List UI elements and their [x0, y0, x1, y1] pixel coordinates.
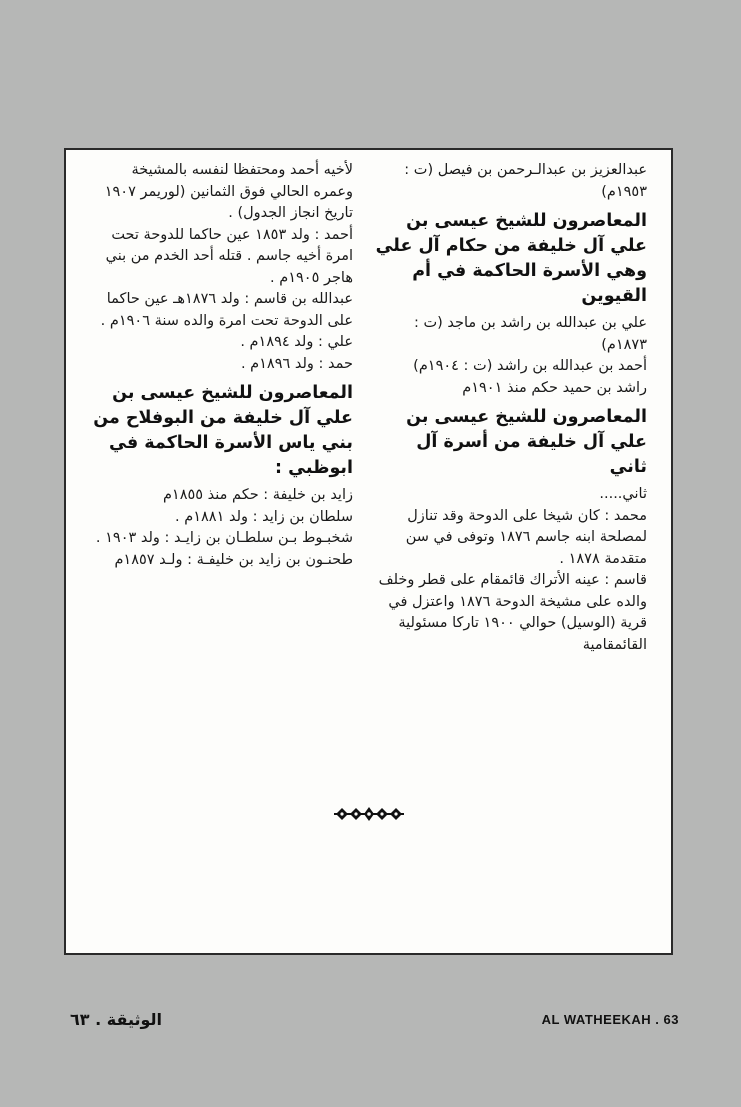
paragraph: أحمد بن عبدالله بن راشد (ت : ١٩٠٤م)	[413, 358, 647, 374]
section-heading: المعاصرون للشيخ عيسى بن علي آل خليفة من حكام آل علي وهي الأسرة الحاكمة في أم القيوين	[375, 211, 647, 306]
paragraph: لأخيه أحمد ومحتفظا لنفسه بالمشيخة وعمره الحالي فوق الثمانين (لوريمر ١٩٠٧ تاريخ انجاز الجدول) .	[104, 162, 353, 221]
paragraph: راشد بن حميد حكم منذ ١٩٠١م	[462, 379, 647, 396]
paragraph: ثاني.....	[599, 486, 647, 502]
paragraph: علي بن عبدالله بن راشد بن ماجد (ت : ١٨٧٣م)	[413, 315, 647, 353]
right-column	[375, 160, 647, 656]
paragraph: زايد بن خليفة : حكم منذ ١٨٥٥م	[162, 487, 353, 503]
paragraph: طحنـون بن زايد بن خليفـة : ولـد ١٨٥٧م	[114, 551, 353, 568]
page-frame	[64, 148, 673, 955]
section-heading: المعاصرون للشيخ عيسى بن علي آل خليفة من البوفلاح من بني ياس الأسرة الحاكمة في ابوظبي :	[93, 383, 353, 478]
left-column	[93, 160, 353, 571]
paragraph: حمد : ولد ١٨٩٦م .	[240, 355, 353, 372]
paragraph: شخبـوط بـن سلطـان بن زايـد : ولد ١٩٠٣ .	[95, 530, 353, 546]
paragraph: محمد : كان شيخا على الدوحة وقد تنازل لمصلحة ابنه جاسم ١٨٧٦ وتوفى في سن متقدمة ١٨٧٨ .	[405, 507, 647, 567]
paragraph: أحمد : ولد ١٨٥٣ عين حاكما للدوحة تحت امرة أخيه جاسم . قتله أحد الخدم من بني هاجر ١٩٠٥م .	[105, 226, 353, 286]
paragraph: سلطان بن زايد : ولد ١٨٨١م .	[175, 508, 353, 525]
paragraph: قاسم : عينه الأتراك قائمقام على قطر وخلف والده على مشيخة الدوحة ١٨٧٦ واعتزل في قرية (الوسيل) حوالي ١٩٠٠ تاركا مسئولية القائمقامية	[378, 572, 647, 653]
paragraph: عبدالعزيز بن عبدالـرحمن بن فيصل (ت : ١٩٥٣م)	[404, 162, 647, 200]
paragraph: علي : ولد ١٨٩٤م .	[240, 334, 353, 350]
section-heading: المعاصرون للشيخ عيسى بن علي آل خليفة من أسرة آل ثاني	[406, 407, 647, 477]
footer-arabic-page-label: الوثيقة . ٦٣	[70, 1010, 163, 1029]
paragraph: عبدالله بن قاسم : ولد ١٨٧٦هـ عين حاكما على الدوحة تحت امرة والده سنة ١٩٠٦م .	[100, 291, 353, 329]
footer-latin-page-label: AL WATHEEKAH . 63	[541, 1012, 679, 1027]
ornament-divider-icon	[334, 805, 404, 823]
